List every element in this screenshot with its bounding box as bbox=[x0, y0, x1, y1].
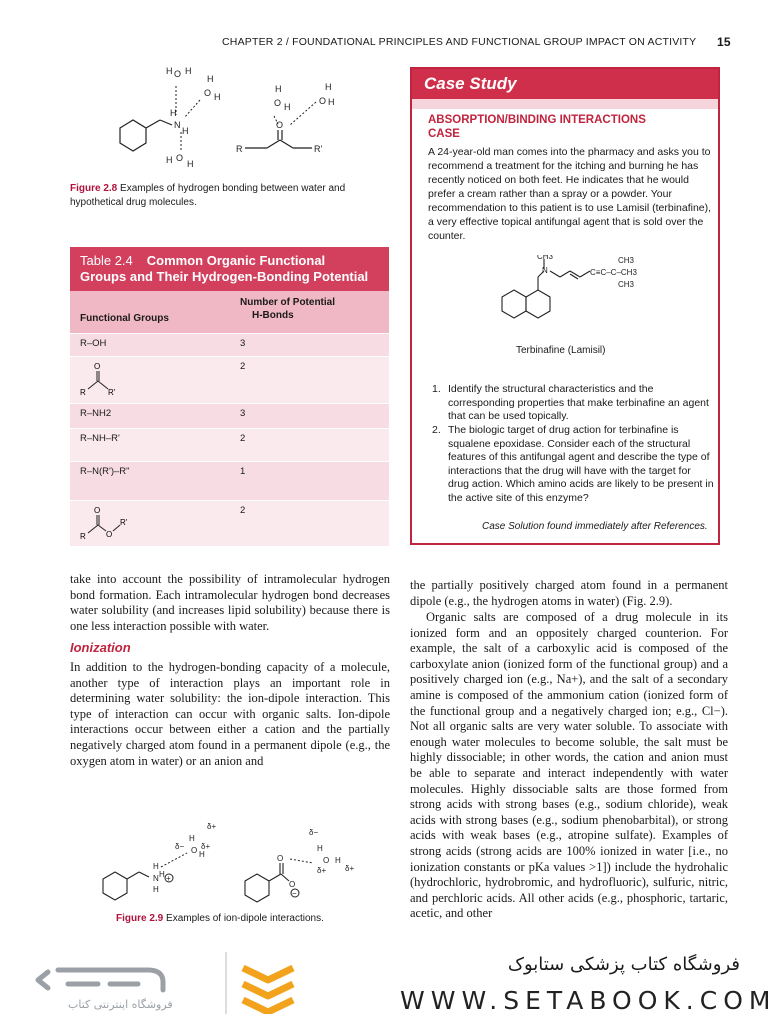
svg-text:H: H bbox=[159, 870, 165, 879]
svg-text:CH3: CH3 bbox=[537, 255, 554, 261]
figure-2-9-label: Figure 2.9 bbox=[116, 913, 164, 924]
case-question-2-number: 2. bbox=[432, 424, 441, 436]
svg-text:δ+: δ+ bbox=[207, 822, 217, 831]
case-question-2 bbox=[432, 424, 714, 505]
figure-2-8-structures bbox=[90, 62, 370, 177]
svg-text:O: O bbox=[323, 856, 330, 865]
svg-text:H: H bbox=[189, 834, 195, 843]
svg-text:CH3: CH3 bbox=[618, 280, 635, 289]
svg-text:R: R bbox=[236, 144, 243, 154]
left-column-para1: take into account the possibility of intramolecular hydrogen bond formation. Each intramolecular hydrogen bond decreases water solubility (and increases lipid solubility) because there is one less interaction possible with water. bbox=[70, 572, 390, 633]
running-title: CHAPTER 2 / FOUNDATIONAL PRINCIPLES AND FUNCTIONAL GROUP IMPACT ON ACTIVITY bbox=[222, 36, 697, 48]
table-row bbox=[70, 428, 389, 461]
footer-url: WWW.SETABOOK.COM bbox=[400, 986, 777, 1015]
svg-text:O: O bbox=[276, 120, 284, 130]
table-cell-group: R–N(R')–R" bbox=[80, 466, 130, 477]
footer-watermark bbox=[0, 946, 777, 1023]
svg-text:O: O bbox=[289, 880, 296, 889]
svg-text:R': R' bbox=[120, 518, 128, 527]
svg-text:H: H bbox=[275, 84, 282, 94]
svg-text:H: H bbox=[153, 862, 159, 871]
case-study-title bbox=[428, 113, 646, 141]
table-2-4 bbox=[70, 247, 389, 542]
svg-text:H: H bbox=[284, 102, 291, 112]
svg-text:+: + bbox=[166, 874, 171, 883]
svg-text:H: H bbox=[166, 155, 173, 165]
svg-text:O: O bbox=[204, 88, 212, 98]
case-question-2-text: The biologic target of drug action for terbinafine is squalene epoxidase. Consider each of the structural features of this antifungal agent and describe the type of interactions that the drug will have with the target for drug action. Which amino acids are likely to be present in the active site of this enzyme? bbox=[448, 424, 714, 504]
svg-text:H: H bbox=[214, 92, 221, 102]
case-solution-note: Case Solution found immediately after References. bbox=[482, 521, 708, 532]
svg-text:δ+: δ+ bbox=[345, 864, 355, 873]
col-header-hbonds-line2: H-Bonds bbox=[252, 310, 294, 321]
table-cell-value: 2 bbox=[240, 505, 246, 516]
right-column-para2: Organic salts are composed of a drug molecule in its ionized form and an oppositely charged counterion. For example, the salt of a carboxylic acid is composed of the carboxylate anion (ionized form of the functional group) and a positively charged ion (e.g., Na+), and the salt of a secondary amine is composed of the ammonium cation (ionized form of the functional group and a negatively charged ion; e.g., Cl−). Not all organic salts are very water soluble. To associate with enough water molecules to become soluble, the salt must be highly dissociable; in other words, the cation and anion must be able to separate and interact independently with water molecules. Highly dissociable salts are those formed from strong acids with strong bases (e.g., sodium chloride), weak acids with strong bases (e.g., sodium phenobarbital), or strong acids with weak bases (e.g., atropine sulfate). Examples of strong acids (strong acids are 100% ionized in water [i.e., no ionization constants or pKa values >1]) include the hydrohalic (hydrochloric, hydrobromic, and hydrofluoric), sulfuric, nitric, and perchloric acids. All other acids (e.g., phosphoric, tartaric, acetic, and other bbox=[410, 610, 728, 921]
table-cell-value: 3 bbox=[240, 338, 246, 349]
table-cell-value: 3 bbox=[240, 408, 246, 419]
svg-text:O: O bbox=[191, 846, 198, 855]
svg-text:H: H bbox=[166, 66, 173, 76]
table-row bbox=[70, 461, 389, 500]
svg-text:O: O bbox=[174, 69, 182, 79]
ester-structure bbox=[78, 505, 138, 543]
svg-text:O: O bbox=[274, 98, 282, 108]
footer-persian-title: فروشگاه کتاب پزشکی ستابوک bbox=[507, 954, 740, 975]
table-title bbox=[70, 247, 389, 291]
svg-text:H: H bbox=[317, 844, 323, 853]
svg-text:O: O bbox=[277, 854, 284, 863]
table-number: Table 2.4 bbox=[80, 253, 133, 268]
figure-2-9-caption bbox=[116, 912, 324, 926]
table-row bbox=[70, 356, 389, 403]
table-cell-value: 2 bbox=[240, 433, 246, 444]
case-study-title-line2: CASE bbox=[428, 128, 460, 140]
svg-text:H: H bbox=[182, 126, 189, 136]
svg-text:H: H bbox=[199, 850, 205, 859]
svg-text:O: O bbox=[106, 530, 113, 539]
table-header-row bbox=[70, 291, 389, 333]
svg-text:N: N bbox=[153, 874, 159, 883]
case-study-box bbox=[410, 67, 720, 545]
terbinafine-structure bbox=[482, 255, 682, 345]
table-cell-group: R–NH2 bbox=[80, 408, 112, 419]
page-number: 15 bbox=[717, 35, 731, 49]
figure-2-8-label: Figure 2.8 bbox=[70, 183, 118, 194]
section-heading-ionization: Ionization bbox=[70, 640, 131, 655]
svg-text:N: N bbox=[174, 120, 181, 130]
table-cell-group: R–NH–R' bbox=[80, 433, 120, 444]
logo-subtitle: فروشگاه اینترنتی کتاب bbox=[68, 998, 173, 1011]
table-row bbox=[70, 333, 389, 356]
ketone-o-label: O bbox=[94, 362, 101, 371]
col-header-hbonds-line1: Number of Potential bbox=[240, 297, 336, 308]
case-question-1-text: Identify the structural characteristics and the corresponding properties that make terbinafine an agent that can be used topically. bbox=[448, 383, 709, 422]
case-study-subband bbox=[412, 99, 718, 109]
svg-text:H: H bbox=[328, 97, 335, 107]
svg-text:H: H bbox=[153, 885, 159, 894]
svg-text:H: H bbox=[187, 159, 194, 169]
svg-text:R': R' bbox=[314, 144, 323, 154]
case-study-banner: Case Study bbox=[412, 69, 718, 99]
svg-text:R: R bbox=[80, 388, 86, 397]
setabook-logo-icon bbox=[28, 960, 213, 1014]
table-cell-value: 2 bbox=[240, 361, 246, 372]
svg-text:δ+: δ+ bbox=[201, 842, 211, 851]
table-title-line2: Groups and Their Hydrogen-Bonding Potential bbox=[80, 269, 369, 284]
stacked-books-icon bbox=[238, 958, 298, 1014]
svg-text:R': R' bbox=[108, 388, 116, 397]
figure-2-9-text: Examples of ion-dipole interactions. bbox=[166, 913, 324, 924]
svg-text:N: N bbox=[542, 266, 548, 275]
running-header bbox=[222, 35, 731, 49]
footer-divider bbox=[225, 952, 227, 1014]
case-study-paragraph: A 24-year-old man comes into the pharmacy and asks you to recommend a treatment for the itching and burning he has recently noticed on both feet. He indicates that he would prefer a cream rather than a spray or a powder. Your recommendation to this patient is to use Lamisil (terbinafine), a very effective topical antifungal agent that is sold over the counter. bbox=[428, 146, 712, 242]
table-title-line1: Common Organic Functional bbox=[146, 253, 326, 268]
svg-text:δ−: δ− bbox=[175, 842, 185, 851]
case-study-title-line1: ABSORPTION/BINDING INTERACTIONS bbox=[428, 114, 646, 126]
svg-text:CH3: CH3 bbox=[618, 256, 635, 265]
col-header-functional-groups: Functional Groups bbox=[80, 313, 169, 324]
svg-text:δ−: δ− bbox=[309, 828, 319, 837]
case-question-1-number: 1. bbox=[432, 383, 441, 395]
svg-text:O: O bbox=[319, 96, 327, 106]
svg-text:H: H bbox=[207, 74, 214, 84]
case-question-1 bbox=[432, 383, 714, 424]
terbinafine-label: Terbinafine (Lamisil) bbox=[516, 345, 606, 356]
svg-text:O: O bbox=[176, 153, 184, 163]
svg-text:δ+: δ+ bbox=[317, 866, 327, 875]
svg-text:H: H bbox=[325, 82, 332, 92]
svg-text:H: H bbox=[335, 856, 341, 865]
svg-text:R: R bbox=[80, 532, 86, 541]
svg-text:H: H bbox=[170, 108, 177, 118]
right-column-para1: the partially positively charged atom found in a permanent dipole (e.g., the hydrogen atoms in water) (Fig. 2.9). bbox=[410, 578, 728, 608]
figure-2-8-caption bbox=[70, 182, 390, 210]
svg-text:O: O bbox=[94, 506, 101, 515]
figure-2-8-text: Examples of hydrogen bonding between water and hypothetical drug molecules. bbox=[70, 183, 346, 208]
table-row bbox=[70, 500, 389, 546]
table-row bbox=[70, 403, 389, 428]
left-column-para2: In addition to the hydrogen-bonding capacity of a molecule, another type of interaction plays an important role in determining water solubility: the ion-dipole interaction. This type of interaction can occur with organic salts. Ion-dipole interactions occur between either a cation and the partially negatively charged atom found in a permanent dipole (e.g., the oxygen atom in water) or an anion and bbox=[70, 660, 390, 768]
figure-2-9-structures bbox=[95, 815, 375, 910]
ketone-structure bbox=[78, 361, 128, 399]
table-cell-value: 1 bbox=[240, 466, 246, 477]
svg-text:C≡C–C–CH3: C≡C–C–CH3 bbox=[590, 268, 637, 277]
table-cell-group: R–OH bbox=[80, 338, 107, 349]
svg-text:−: − bbox=[292, 889, 297, 898]
svg-text:H: H bbox=[185, 66, 192, 76]
